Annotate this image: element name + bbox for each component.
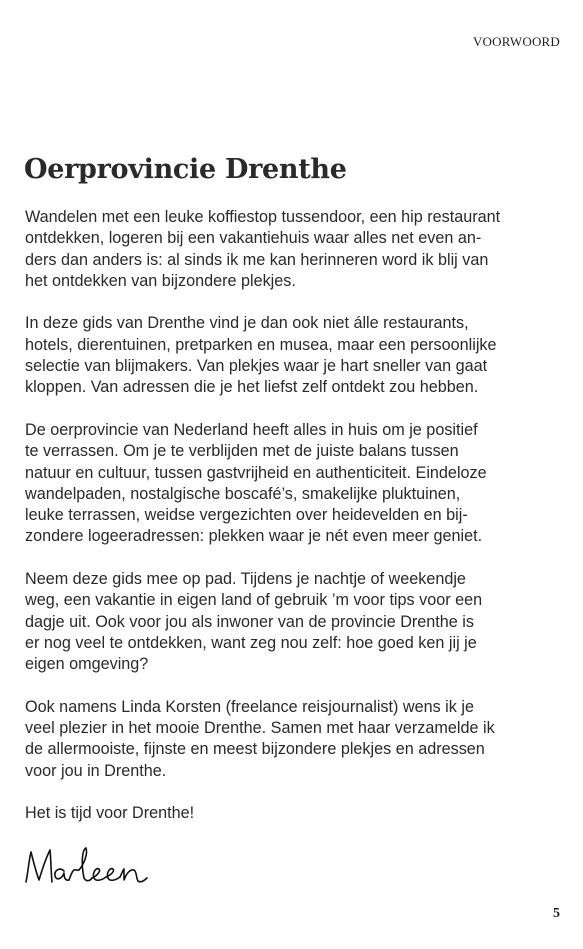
paragraph xyxy=(25,803,565,824)
text-line: Ook namens Linda Korsten (freelance reisjournalist) wens ik je xyxy=(25,697,474,716)
text-line: dagje uit. Ook voor jou als inwoner van de provincie Drenthe is xyxy=(25,612,474,631)
text-line: natuur en cultuur, tussen gastvrijheid en authenticiteit. Eindeloze xyxy=(25,463,487,482)
text-line: kloppen. Van adressen die je het liefst zelf ontdekt zou hebben. xyxy=(25,378,479,397)
text-line: zondere logeeradressen: plekken waar je nét even meer geniet. xyxy=(25,527,483,546)
page-number: 5 xyxy=(553,906,560,921)
paragraph xyxy=(25,420,565,548)
text-line: ontdekken, logeren bij een vakantiehuis waar alles net even an- xyxy=(25,229,482,248)
page-title: Oerprovincie Drenthe xyxy=(24,154,347,185)
text-line: veel plezier in het mooie Drenthe. Samen met haar verzamelde ik xyxy=(25,719,495,738)
text-line: selectie van blijmakers. Van plekjes waar je hart sneller van gaat xyxy=(25,357,488,376)
running-header: VOORWOORD xyxy=(472,34,560,49)
paragraph xyxy=(25,207,565,292)
text-line: hotels, dierentuinen, pretparken en musea, maar een persoonlijke xyxy=(25,335,497,354)
text-line: de allermooiste, fijnste en meest bijzondere plekjes en adressen xyxy=(25,740,485,759)
text-line: leuke terrassen, weidse vergezichten over heidevelden en bij- xyxy=(25,506,468,525)
text-line: het ontdekken van bijzondere plekjes. xyxy=(25,271,296,290)
text-line: In deze gids van Drenthe vind je dan ook niet álle restaurants, xyxy=(25,314,469,333)
text-line: Neem deze gids mee op pad. Tijdens je nachtje of weekendje xyxy=(25,570,466,589)
paragraph xyxy=(25,697,565,782)
text-line: weg, een vakantie in eigen land of gebruik ’m voor tips voor een xyxy=(25,591,483,610)
text-line: wandelpaden, nostalgische boscafé’s, smakelijke pluktuinen, xyxy=(25,484,461,503)
text-line: De oerprovincie van Nederland heeft alles in huis om je positief xyxy=(25,420,478,439)
paragraph xyxy=(25,569,565,675)
text-line: eigen omgeving? xyxy=(25,655,149,674)
text-line: ders dan anders is: al sinds ik me kan herinneren word ik blij van xyxy=(25,250,489,269)
handwritten-signature xyxy=(20,842,175,890)
text-line: Wandelen met een leuke koffiestop tussendoor, een hip restaurant xyxy=(25,208,501,226)
text-line: er nog veel te ontdekken, want zeg nou zelf: hoe goed ken jij je xyxy=(25,633,477,652)
paragraph xyxy=(25,313,565,398)
text-line: te verrassen. Om je te verblijden met de juiste balans tussen xyxy=(25,442,459,461)
text-line: voor jou in Drenthe. xyxy=(25,761,167,780)
closing-line: Het is tijd voor Drenthe! xyxy=(25,804,195,823)
body-text xyxy=(25,207,565,846)
